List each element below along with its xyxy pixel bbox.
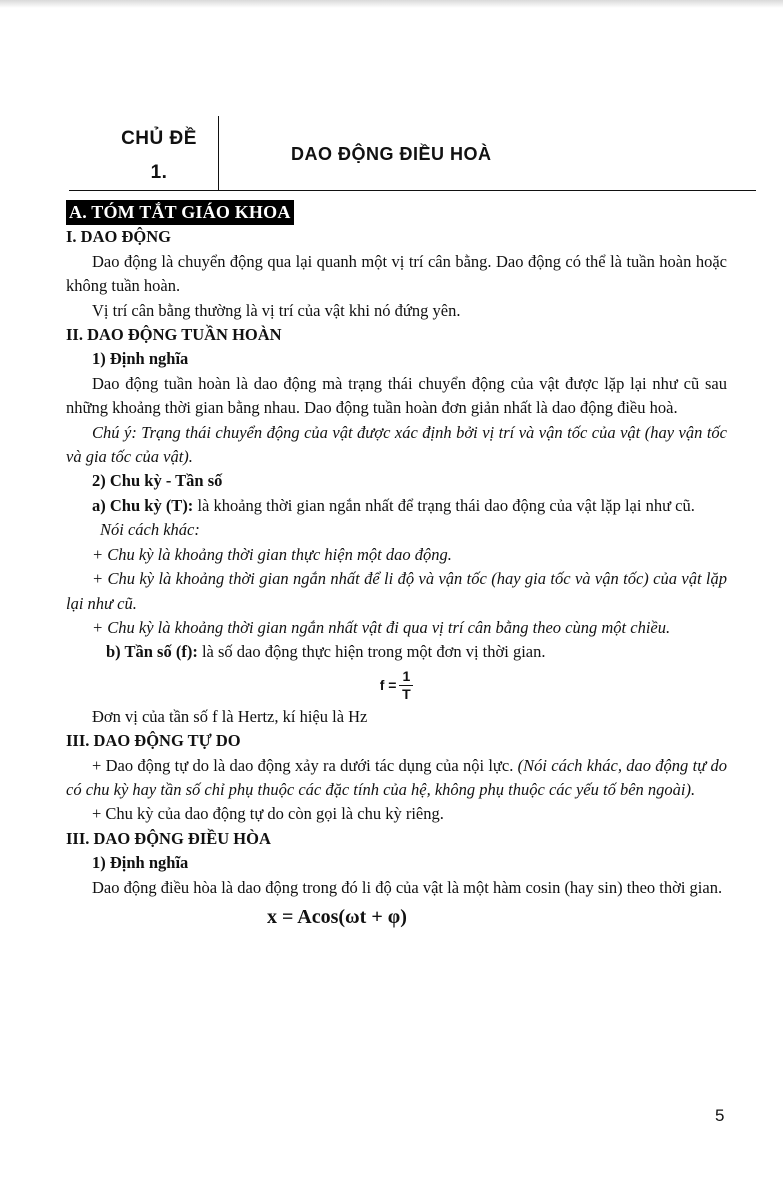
period-label: a) Chu kỳ (T):: [92, 495, 194, 515]
top-shadow: [0, 0, 783, 8]
section-1-paragraph-2: Vị trí cân bằng thường là vị trí của vật khi nó đứng yên.: [92, 300, 461, 320]
chapter-label: [99, 122, 219, 190]
section-2-sub-1: 1) Định nghĩa: [92, 349, 189, 369]
period-text: là khoảng thời gian ngắn nhất để trạng thái dao động của vật lặp lại như cũ.: [193, 495, 695, 515]
chapter-title: DAO ĐỘNG ĐIỀU HOÀ: [291, 144, 492, 164]
section-3-paragraph-1: [66, 754, 727, 803]
section-2-sub-2: 2) Chu kỳ - Tần số: [92, 471, 223, 491]
period-definition: [66, 494, 727, 518]
page-number: 5: [715, 1106, 725, 1125]
formula-fraction: [399, 668, 413, 703]
section-3-paragraph-2: + Chu kỳ của dao động tự do còn gọi là chu kỳ riêng.: [92, 804, 444, 824]
section-2-note: Chú ý: Trạng thái chuyển động của vật được xác định bởi vị trí và vận tốc của vật (hay vận tốc và gia tốc của vật).: [66, 422, 727, 467]
section-1-paragraph-1: Dao động là chuyển động qua lại quanh một vị trí cân bằng. Dao động có thể là tuần hoàn hoặc không tuần hoàn.: [66, 251, 727, 296]
section-3-p1-italic: (Nói cách khác, dao động tự do có chu kỳ hay tần số chỉ phụ thuộc các đặc tính của hệ, không phụ thuộc các yếu tố bên ngoài).: [66, 755, 727, 799]
chapter-header: [69, 116, 756, 190]
frequency-formula: [66, 668, 727, 703]
frequency-unit: Đơn vị của tần số f là Hertz, kí hiệu là Hz: [92, 706, 368, 726]
bullet-1: + Chu kỳ là khoảng thời gian thực hiện một dao động.: [92, 544, 452, 564]
frequency-text: là số dao động thực hiện trong một đơn vị thời gian.: [197, 642, 546, 662]
bullet-3: + Chu kỳ là khoảng thời gian ngắn nhất vật đi qua vị trí cân bằng theo cùng một chiều.: [92, 617, 671, 637]
bullet-2: + Chu kỳ là khoảng thời gian ngắn nhất để li độ và vận tốc (hay gia tốc và vận tốc) của vật lặp lại như cũ.: [66, 569, 727, 613]
section-1-heading: I. DAO ĐỘNG: [66, 227, 171, 247]
harmonic-formula: x = Acos(ωt + φ): [267, 905, 407, 928]
section-3-p1-normal: + Dao động tự do là dao động xảy ra dưới tác dụng của nội lực.: [92, 755, 514, 775]
header-divider: [218, 116, 219, 190]
other-words: Nói cách khác:: [100, 520, 200, 540]
section-4-sub-1: 1) Định nghĩa: [92, 853, 189, 873]
chapter-number: 1.: [150, 162, 168, 183]
chapter-label-text: CHỦ ĐỀ: [121, 128, 197, 149]
frequency-label: b) Tần số (f):: [106, 642, 198, 662]
formula-denominator: T: [402, 685, 411, 702]
frequency-definition: [66, 640, 727, 664]
section-2-paragraph-1: Dao động tuần hoàn là dao động mà trạng thái chuyển động của vật được lặp lại như cũ sau những khoảng thời gian bằng nhau. Dao động tuần hoàn đơn giản nhất là dao động điều hoà.: [66, 373, 727, 418]
formula-lhs: f =: [379, 677, 397, 694]
section-3-heading: III. DAO ĐỘNG TỰ DO: [66, 731, 241, 751]
section-2-heading: II. DAO ĐỘNG TUẦN HOÀN: [66, 325, 282, 345]
formula-numerator: 1: [399, 668, 413, 686]
section-4-heading: III. DAO ĐỘNG ĐIỀU HÒA: [66, 828, 271, 848]
page-content: [66, 200, 727, 932]
header-underline: [69, 190, 756, 191]
section-4-paragraph-1: Dao động điều hòa là dao động trong đó li độ của vật là một hàm cosin (hay sin) theo thời gian.: [92, 877, 723, 897]
section-a-heading: A. TÓM TẮT GIÁO KHOA: [66, 200, 294, 225]
